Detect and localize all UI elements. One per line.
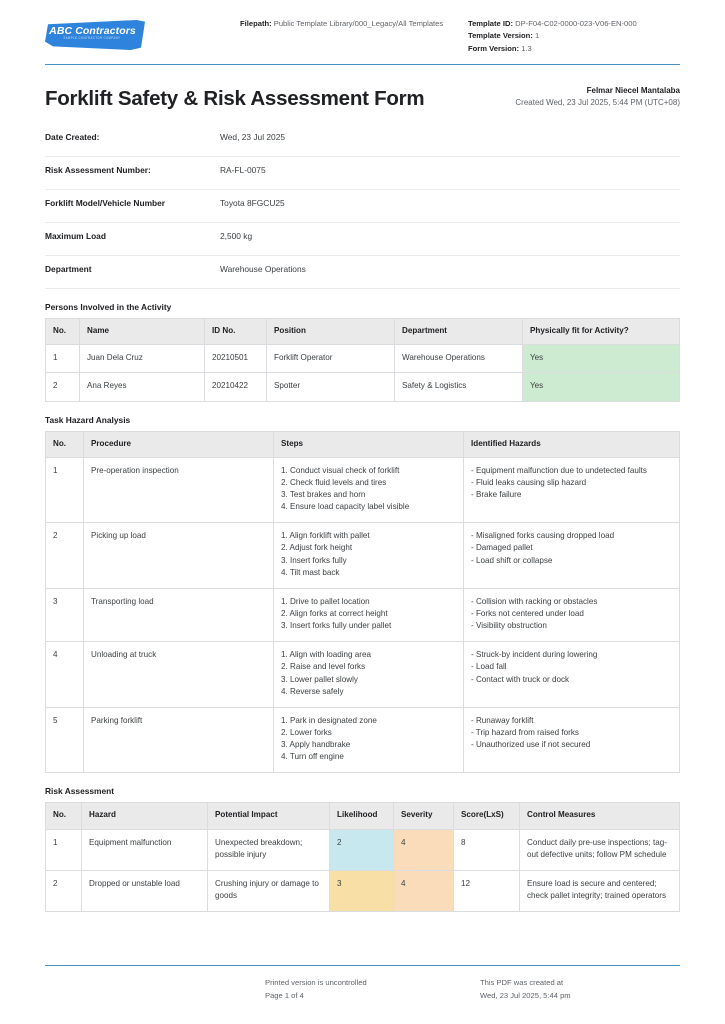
column-header-severity: Severity	[394, 803, 454, 829]
cell-department: Warehouse Operations	[395, 345, 523, 373]
cell-severity: 4	[394, 870, 454, 911]
task-hazard-analysis-table	[45, 431, 680, 774]
cell-steps: 1. Drive to pallet location 2. Align forks at correct height 3. Insert forks fully under pallet	[274, 588, 464, 641]
template-version-row	[468, 30, 680, 42]
author-block	[515, 85, 680, 110]
company-logo	[45, 16, 240, 50]
form-version-row	[468, 43, 680, 55]
cell-position: Spotter	[267, 373, 395, 401]
cell-no: 1	[46, 457, 84, 523]
cell-procedure: Transporting load	[84, 588, 274, 641]
column-header-steps: Steps	[274, 431, 464, 457]
info-row	[45, 256, 680, 289]
filepath-value: Public Template Library/000_Legacy/All Templates	[273, 19, 444, 28]
info-row-value: Warehouse Operations	[220, 264, 306, 275]
document-header	[45, 0, 680, 56]
info-row-value: Toyota 8FGCU25	[220, 198, 285, 209]
header-template-meta	[468, 16, 680, 55]
column-header-procedure: Procedure	[84, 431, 274, 457]
column-header-position: Position	[267, 319, 395, 345]
author-name: Felmar Niecel Mantalaba	[586, 86, 680, 95]
column-header-no: No.	[46, 431, 84, 457]
cell-hazard: Dropped or unstable load	[82, 870, 208, 911]
table-header-row	[46, 319, 680, 345]
persons-table-body	[46, 345, 680, 401]
template-id-row	[468, 18, 680, 30]
task-hazard-table-body	[46, 457, 680, 773]
cell-procedure: Unloading at truck	[84, 642, 274, 708]
table-row	[46, 588, 680, 641]
footer-divider	[45, 965, 680, 966]
column-header-id-no: ID No.	[205, 319, 267, 345]
form-version-value: 1.3	[521, 43, 532, 53]
table-row	[46, 345, 680, 373]
page-number-label: Page 1 of 4	[265, 990, 304, 1000]
cell-score: 8	[454, 829, 520, 870]
info-row	[45, 223, 680, 256]
column-header-no: No.	[46, 319, 80, 345]
cell-physically-fit: Yes	[523, 373, 680, 401]
column-header-no: No.	[46, 803, 82, 829]
column-header-department: Department	[395, 319, 523, 345]
cell-no: 4	[46, 642, 84, 708]
cell-steps: 1. Park in designated zone 2. Lower forks 3. Apply handbrake 4. Turn off engine	[274, 707, 464, 773]
table-row	[46, 457, 680, 523]
table-header-row	[46, 803, 680, 829]
cell-no: 1	[46, 829, 82, 870]
risk-assessment-table	[45, 802, 680, 912]
column-header-potential-impact: Potential Impact	[208, 803, 330, 829]
info-row-label: Risk Assessment Number:	[45, 165, 151, 176]
cell-identified-hazards: - Struck-by incident during lowering - Load fall - Contact with truck or dock	[464, 642, 680, 708]
template-id-value: DP-F04-C02-0000-023-V06-EN-000	[515, 19, 637, 28]
info-row-value: 2,500 kg	[220, 231, 253, 242]
column-header-identified-hazards: Identified Hazards	[464, 431, 680, 457]
cell-identified-hazards: - Runaway forklift - Trip hazard from raised forks - Unauthorized use if not secured	[464, 707, 680, 773]
page-title: Forklift Safety & Risk Assessment Form	[45, 86, 425, 110]
cell-steps: 1. Align forklift with pallet 2. Adjust fork height 3. Insert forks fully 4. Tilt mast back	[274, 523, 464, 589]
pdf-created-date: Wed, 23 Jul 2025, 5:44 pm	[480, 990, 571, 1000]
table-row	[46, 642, 680, 708]
column-header-physically-fit: Physically fit for Activity?	[523, 319, 680, 345]
cell-potential-impact: Crushing injury or damage to goods	[208, 870, 330, 911]
cell-no: 2	[46, 870, 82, 911]
table-row	[46, 523, 680, 589]
title-row	[45, 65, 680, 116]
logo-tagline: SAMPLE CONTRACTOR COMPANY	[63, 36, 121, 41]
cell-name: Ana Reyes	[80, 373, 205, 401]
cell-position: Forklift Operator	[267, 345, 395, 373]
info-row	[45, 190, 680, 223]
author-created-timestamp: Created Wed, 23 Jul 2025, 5:44 PM (UTC+08)	[515, 97, 680, 107]
footer-print-note	[265, 977, 480, 1002]
cell-procedure: Parking forklift	[84, 707, 274, 773]
cell-physically-fit: Yes	[523, 345, 680, 373]
table-row	[46, 870, 680, 911]
cell-severity: 4	[394, 829, 454, 870]
table-header-row	[46, 431, 680, 457]
cell-steps: 1. Align with loading area 2. Raise and level forks 3. Lower pallet slowly 4. Reverse safely	[274, 642, 464, 708]
template-version-value: 1	[534, 31, 540, 41]
info-row-value: RA-FL-0075	[220, 165, 266, 176]
cell-likelihood: 2	[330, 829, 394, 870]
footer-pdf-note	[480, 977, 680, 1002]
document-footer	[45, 965, 680, 1002]
cell-procedure: Picking up load	[84, 523, 274, 589]
risk-assessment-table-body	[46, 829, 680, 912]
printed-version-note: Printed version is uncontrolled	[265, 978, 367, 988]
cell-no: 1	[46, 345, 80, 373]
cell-control-measures: Ensure load is secure and centered; check pallet integrity; trained operators	[520, 870, 680, 911]
cell-no: 3	[46, 588, 84, 641]
section-title-risk-assessment: Risk Assessment	[45, 786, 115, 797]
cell-hazard: Equipment malfunction	[82, 829, 208, 870]
column-header-score: Score(LxS)	[454, 803, 520, 829]
cell-department: Safety & Logistics	[395, 373, 523, 401]
footer-spacer	[45, 977, 265, 1002]
template-id-label: Template ID:	[468, 19, 514, 28]
info-row	[45, 157, 680, 190]
cell-procedure: Pre-operation inspection	[84, 457, 274, 523]
column-header-hazard: Hazard	[82, 803, 208, 829]
info-row-label: Forklift Model/Vehicle Number	[45, 198, 166, 209]
section-title-task-hazard: Task Hazard Analysis	[45, 414, 131, 425]
cell-potential-impact: Unexpected breakdown; possible injury	[208, 829, 330, 870]
cell-no: 2	[46, 373, 80, 401]
persons-involved-table	[45, 318, 680, 401]
cell-no: 2	[46, 523, 84, 589]
info-row-label: Department	[45, 264, 92, 275]
info-row	[45, 124, 680, 157]
pdf-created-note: This PDF was created at	[480, 978, 564, 988]
cell-steps: 1. Conduct visual check of forklift 2. Check fluid levels and tires 3. Test brakes and horn 4. Ensure load capacity label visible	[274, 457, 464, 523]
template-version-label: Template Version:	[468, 31, 533, 41]
table-row	[46, 707, 680, 773]
cell-name: Juan Dela Cruz	[80, 345, 205, 373]
form-version-label: Form Version:	[468, 43, 520, 53]
column-header-control-measures: Control Measures	[520, 803, 680, 829]
logo-company-name: ABC Contractors	[49, 25, 136, 37]
cell-likelihood: 3	[330, 870, 394, 911]
cell-control-measures: Conduct daily pre-use inspections; tag-out defective units; follow PM schedule	[520, 829, 680, 870]
info-row-label: Maximum Load	[45, 231, 106, 242]
cell-score: 12	[454, 870, 520, 911]
cell-identified-hazards: - Equipment malfunction due to undetected faults - Fluid leaks causing slip hazard - Brake failure	[464, 457, 680, 523]
section-title-persons: Persons Involved in the Activity	[45, 302, 172, 313]
header-filepath	[240, 16, 468, 30]
table-row	[46, 373, 680, 401]
document-info-list	[45, 124, 680, 289]
cell-id-no: 20210422	[205, 373, 267, 401]
cell-identified-hazards: - Collision with racking or obstacles - Forks not centered under load - Visibility obstruction	[464, 588, 680, 641]
cell-no: 5	[46, 707, 84, 773]
info-row-label: Date Created:	[45, 132, 100, 143]
filepath-label: Filepath:	[240, 19, 272, 28]
info-row-value: Wed, 23 Jul 2025	[220, 132, 286, 143]
column-header-likelihood: Likelihood	[330, 803, 394, 829]
cell-id-no: 20210501	[205, 345, 267, 373]
cell-identified-hazards: - Misaligned forks causing dropped load - Damaged pallet - Load shift or collapse	[464, 523, 680, 589]
table-row	[46, 829, 680, 870]
column-header-name: Name	[80, 319, 205, 345]
